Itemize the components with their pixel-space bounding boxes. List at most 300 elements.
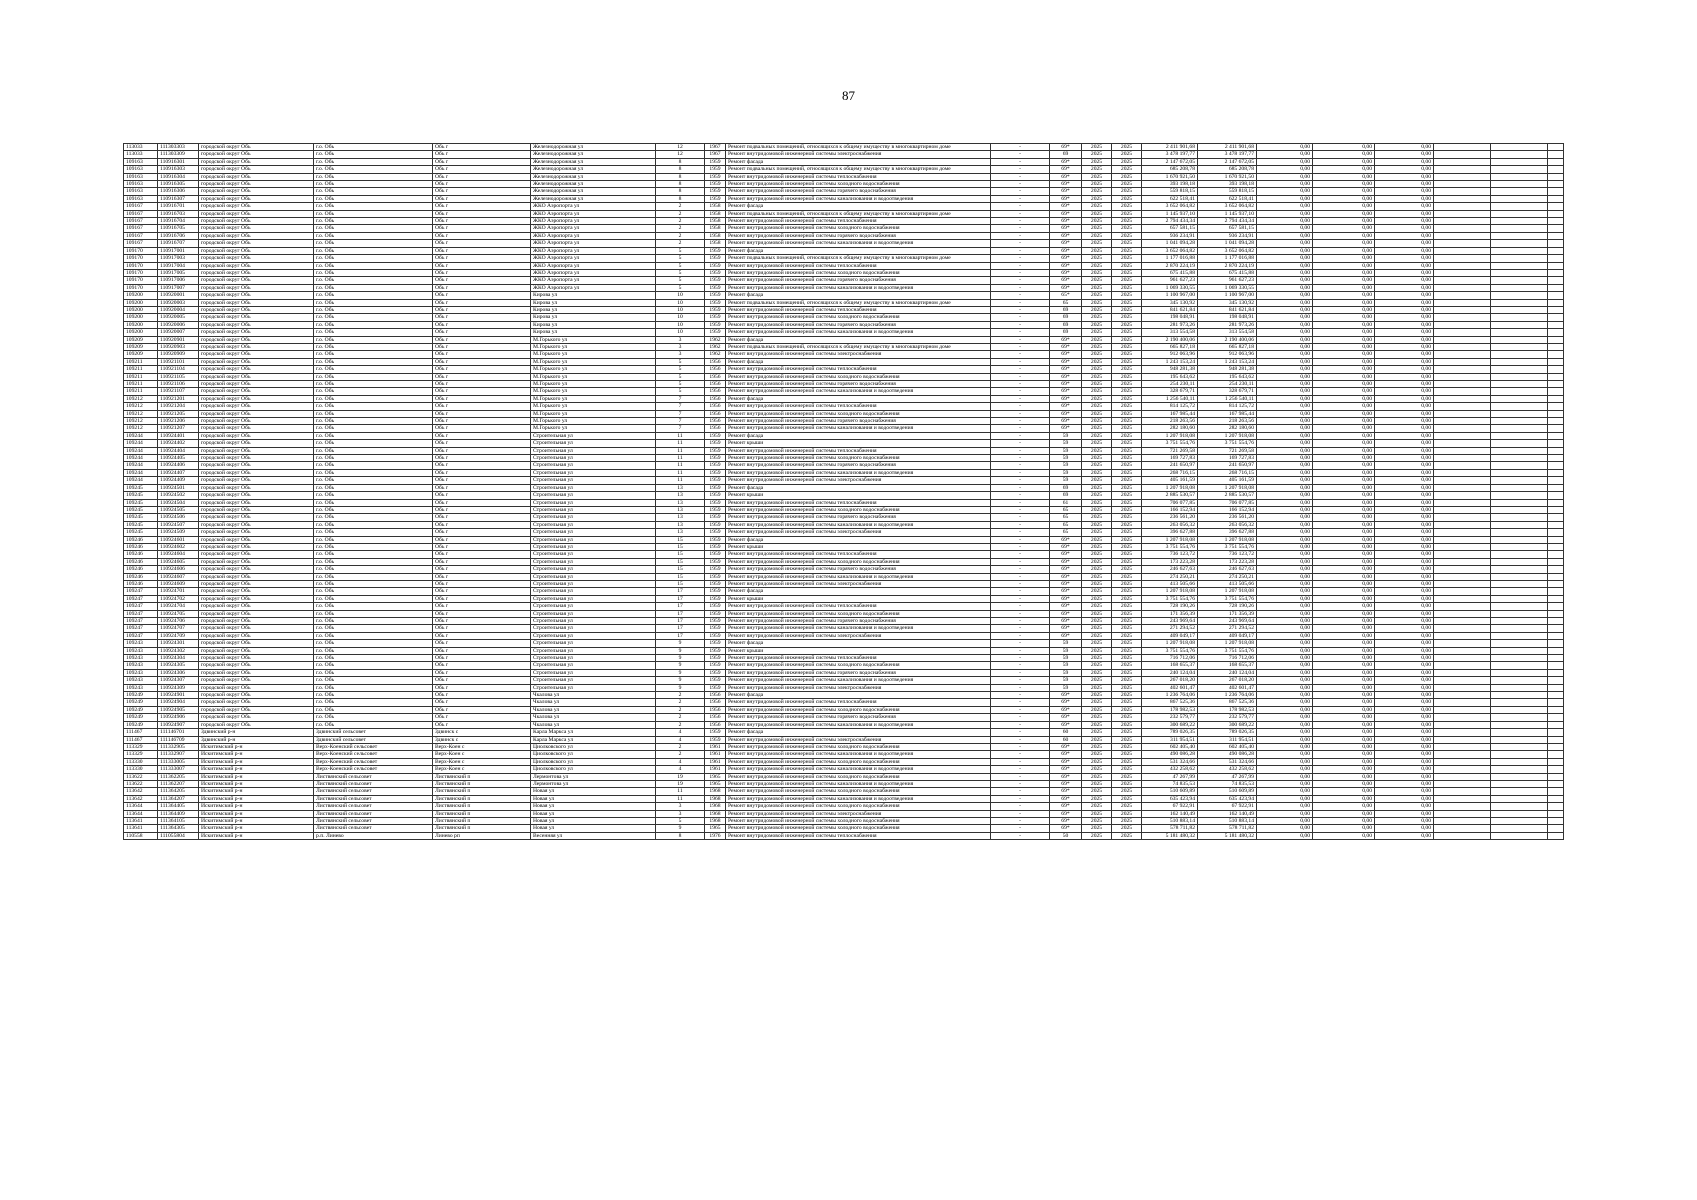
cell-extra-1 (1434, 506, 1491, 513)
cell-work-mark: - (991, 706, 1050, 713)
cell-locality: Листвянский п (433, 780, 531, 787)
cell-work-type: Ремонт внутридомовой инженерной системы канализования и водоотведения (726, 425, 991, 432)
cell-local-budget-cost: 0,00 (1313, 655, 1375, 662)
cell-plan-year-end: 2025 (1112, 618, 1142, 625)
cell-extra-3 (1548, 403, 1564, 410)
cell-work-type: Ремонт внутридомовой инженерной системы горячего водоснабжения (726, 418, 991, 425)
cell-wear-percent: 69* (1050, 810, 1082, 817)
cell-municipality: городской округ Обь (199, 269, 314, 276)
cell-budget-cost: 0,00 (1257, 551, 1313, 558)
cell-owners-cost: 0,00 (1375, 477, 1434, 484)
cell-fund-cost: 1 207 918,08 (1198, 484, 1257, 491)
cell-house-number: 8 (656, 166, 705, 173)
table-row (124, 543, 1564, 550)
cell-plan-year-end: 2025 (1112, 625, 1142, 632)
cell-locality: Обь г (433, 388, 531, 395)
cell-owners-cost: 0,00 (1375, 343, 1434, 350)
cell-work-type: Ремонт внутридомовой инженерной системы холодного водоснабжения (726, 788, 991, 795)
table-row (124, 358, 1564, 365)
cell-locality: Обь г (433, 588, 531, 595)
cell-locality: Обь г (433, 455, 531, 462)
cell-build-year: 1959 (705, 329, 726, 336)
cell-locality: Обь г (433, 432, 531, 439)
cell-extra-1 (1434, 247, 1491, 254)
cell-street: Строительная ул (531, 447, 656, 454)
cell-street: Строительная ул (531, 536, 656, 543)
cell-owners-cost: 0,00 (1375, 640, 1434, 647)
cell-municipality: городской округ Обь (199, 721, 314, 728)
cell-locality: Обь г (433, 662, 531, 669)
cell-extra-1 (1434, 255, 1491, 262)
cell-locality: Обь г (433, 558, 531, 565)
cell-extra-3 (1548, 314, 1564, 321)
cell-owners-cost: 0,00 (1375, 669, 1434, 676)
cell-municipality: Искитимский р-н (199, 795, 314, 802)
cell-extra-3 (1548, 669, 1564, 676)
cell-work-mark: - (991, 292, 1050, 299)
cell-municipality: городской округ Обь (199, 225, 314, 232)
cell-municipality: городской округ Обь (199, 373, 314, 380)
cell-extra-2 (1491, 795, 1548, 802)
cell-extra-1 (1434, 173, 1491, 180)
cell-fund-cost: 948 281,38 (1198, 366, 1257, 373)
table-row (124, 647, 1564, 654)
cell-local-budget-cost: 0,00 (1313, 618, 1375, 625)
cell-extra-3 (1548, 743, 1564, 750)
cell-street: М.Горького ул (531, 366, 656, 373)
table-row (124, 195, 1564, 202)
cell-work-mark: - (991, 314, 1050, 321)
cell-work-id: 111362205 (158, 773, 199, 780)
cell-extra-2 (1491, 158, 1548, 165)
cell-fund-cost: 490 086,28 (1198, 751, 1257, 758)
cell-house-id: 109246 (124, 580, 158, 587)
cell-municipality: городской округ Обь (199, 188, 314, 195)
cell-street: Циолковского ул (531, 743, 656, 750)
cell-plan-year-start: 2025 (1082, 514, 1112, 521)
cell-plan-year-end: 2025 (1112, 358, 1142, 365)
cell-work-id: 110924605 (158, 558, 199, 565)
cell-street: Строительная ул (531, 632, 656, 639)
cell-plan-year-start: 2025 (1082, 425, 1112, 432)
cell-work-id: 111364305 (158, 825, 199, 832)
cell-house-number: 4 (656, 729, 705, 736)
cell-settlement: г.о. Обь (314, 580, 433, 587)
cell-extra-1 (1434, 803, 1491, 810)
cell-work-mark: - (991, 255, 1050, 262)
cell-owners-cost: 0,00 (1375, 336, 1434, 343)
cell-build-year: 1959 (705, 677, 726, 684)
cell-house-id: 109167 (124, 232, 158, 239)
cell-work-type: Ремонт фасада (726, 203, 991, 210)
cell-house-number: 3 (656, 803, 705, 810)
cell-work-type: Ремонт внутридомовой инженерной системы канализования и водоотведения (726, 721, 991, 728)
cell-work-type: Ремонт внутридомовой инженерной системы холодного водоснабжения (726, 181, 991, 188)
cell-house-id: 109247 (124, 610, 158, 617)
cell-owners-cost: 0,00 (1375, 573, 1434, 580)
cell-settlement: г.о. Обь (314, 684, 433, 691)
cell-street: Строительная ул (531, 580, 656, 587)
cell-plan-year-end: 2025 (1112, 803, 1142, 810)
table-row (124, 166, 1564, 173)
cell-plan-year-start: 2025 (1082, 314, 1112, 321)
cell-budget-cost: 0,00 (1257, 714, 1313, 721)
cell-street: Кирова ул (531, 314, 656, 321)
cell-fund-cost: 311 954,51 (1198, 736, 1257, 743)
cell-plan-year-start: 2025 (1082, 292, 1112, 299)
cell-wear-percent: 69* (1050, 358, 1082, 365)
cell-owners-cost: 0,00 (1375, 218, 1434, 225)
cell-settlement: г.о. Обь (314, 447, 433, 454)
cell-local-budget-cost: 0,00 (1313, 188, 1375, 195)
cell-owners-cost: 0,00 (1375, 647, 1434, 654)
cell-budget-cost: 0,00 (1257, 381, 1313, 388)
cell-budget-cost: 0,00 (1257, 440, 1313, 447)
cell-work-type: Ремонт внутридомовой инженерной системы теплоснабжения (726, 218, 991, 225)
cell-settlement: Здвинский сельсовет (314, 736, 433, 743)
cell-budget-cost: 0,00 (1257, 432, 1313, 439)
cell-work-mark: - (991, 662, 1050, 669)
cell-extra-1 (1434, 262, 1491, 269)
cell-plan-year-end: 2025 (1112, 477, 1142, 484)
cell-settlement: г.о. Обь (314, 173, 433, 180)
cell-build-year: 1959 (705, 262, 726, 269)
cell-owners-cost: 0,00 (1375, 210, 1434, 217)
cell-local-budget-cost: 0,00 (1313, 692, 1375, 699)
cell-budget-cost: 0,00 (1257, 195, 1313, 202)
cell-work-id: 111332907 (158, 751, 199, 758)
cell-plan-year-start: 2025 (1082, 418, 1112, 425)
cell-fund-cost: 195 643,62 (1198, 373, 1257, 380)
cell-wear-percent: 59 (1050, 477, 1082, 484)
cell-work-mark: - (991, 595, 1050, 602)
cell-extra-1 (1434, 321, 1491, 328)
cell-fund-cost: 675 415,88 (1198, 269, 1257, 276)
cell-work-type: Ремонт внутридомовой инженерной системы канализования и водоотведения (726, 284, 991, 291)
cell-plan-year-end: 2025 (1112, 780, 1142, 787)
cell-local-budget-cost: 0,00 (1313, 144, 1375, 151)
cell-street: Чкалова ул (531, 699, 656, 706)
cell-owners-cost: 0,00 (1375, 751, 1434, 758)
table-row (124, 306, 1564, 313)
cell-work-type: Ремонт внутридомовой инженерной системы горячего водоснабжения (726, 188, 991, 195)
cell-budget-cost: 0,00 (1257, 640, 1313, 647)
cell-work-id: 111362207 (158, 780, 199, 787)
cell-work-id: 110920005 (158, 314, 199, 321)
cell-total-cost: 789 026,35 (1142, 729, 1198, 736)
cell-house-number: 5 (656, 269, 705, 276)
cell-extra-1 (1434, 329, 1491, 336)
cell-extra-3 (1548, 788, 1564, 795)
cell-budget-cost: 0,00 (1257, 529, 1313, 536)
cell-house-id: 109170 (124, 247, 158, 254)
cell-extra-2 (1491, 403, 1548, 410)
cell-house-id: 109200 (124, 292, 158, 299)
cell-plan-year-start: 2025 (1082, 758, 1112, 765)
cell-extra-2 (1491, 684, 1548, 691)
cell-house-number: 9 (656, 647, 705, 654)
cell-wear-percent: 59 (1050, 462, 1082, 469)
cell-total-cost: 1 670 921,50 (1142, 173, 1198, 180)
cell-owners-cost: 0,00 (1375, 425, 1434, 432)
cell-settlement: г.о. Обь (314, 247, 433, 254)
cell-house-id: 109247 (124, 595, 158, 602)
cell-locality: Верх-Коен с (433, 743, 531, 750)
cell-budget-cost: 0,00 (1257, 655, 1313, 662)
cell-house-number: 2 (656, 225, 705, 232)
cell-build-year: 1959 (705, 269, 726, 276)
cell-locality: Обь г (433, 351, 531, 358)
cell-wear-percent: 69* (1050, 373, 1082, 380)
cell-locality: Обь г (433, 181, 531, 188)
cell-work-mark: - (991, 803, 1050, 810)
cell-work-type: Ремонт фасада (726, 247, 991, 254)
cell-extra-2 (1491, 810, 1548, 817)
cell-plan-year-end: 2025 (1112, 144, 1142, 151)
cell-plan-year-end: 2025 (1112, 714, 1142, 721)
cell-house-number: 2 (656, 692, 705, 699)
cell-local-budget-cost: 0,00 (1313, 284, 1375, 291)
cell-plan-year-end: 2025 (1112, 255, 1142, 262)
cell-house-id: 109243 (124, 640, 158, 647)
cell-fund-cost: 405 161,59 (1198, 477, 1257, 484)
cell-wear-percent: 69* (1050, 403, 1082, 410)
cell-wear-percent: 69* (1050, 173, 1082, 180)
cell-owners-cost: 0,00 (1375, 358, 1434, 365)
cell-municipality: городской округ Обь (199, 329, 314, 336)
cell-build-year: 1965 (705, 825, 726, 832)
cell-municipality: городской округ Обь (199, 232, 314, 239)
cell-total-cost: 263 056,32 (1142, 521, 1198, 528)
cell-local-budget-cost: 0,00 (1313, 329, 1375, 336)
cell-locality: Обь г (433, 381, 531, 388)
cell-street: М.Горького ул (531, 358, 656, 365)
cell-locality: Обь г (433, 551, 531, 558)
cell-work-type: Ремонт крыши (726, 440, 991, 447)
table-row (124, 514, 1564, 521)
cell-locality: Обь г (433, 529, 531, 536)
cell-owners-cost: 0,00 (1375, 151, 1434, 158)
table-row (124, 447, 1564, 454)
cell-owners-cost: 0,00 (1375, 240, 1434, 247)
cell-house-number: 8 (656, 173, 705, 180)
cell-locality: Обь г (433, 366, 531, 373)
cell-house-id: 109163 (124, 195, 158, 202)
cell-locality: Обь г (433, 418, 531, 425)
cell-build-year: 1956 (705, 373, 726, 380)
cell-municipality: городской округ Обь (199, 144, 314, 151)
cell-municipality: городской округ Обь (199, 299, 314, 306)
cell-build-year: 1959 (705, 321, 726, 328)
cell-house-id: 109212 (124, 410, 158, 417)
cell-budget-cost: 0,00 (1257, 240, 1313, 247)
cell-municipality: городской округ Обь (199, 662, 314, 669)
cell-locality: Обь г (433, 469, 531, 476)
cell-house-number: 11 (656, 788, 705, 795)
cell-budget-cost: 0,00 (1257, 588, 1313, 595)
cell-extra-2 (1491, 203, 1548, 210)
cell-extra-2 (1491, 395, 1548, 402)
cell-work-mark: - (991, 655, 1050, 662)
table-row (124, 292, 1564, 299)
cell-total-cost: 218 263,56 (1142, 418, 1198, 425)
cell-extra-2 (1491, 692, 1548, 699)
cell-plan-year-end: 2025 (1112, 647, 1142, 654)
cell-local-budget-cost: 0,00 (1313, 514, 1375, 521)
cell-work-mark: - (991, 477, 1050, 484)
cell-budget-cost: 0,00 (1257, 469, 1313, 476)
cell-wear-percent: 69* (1050, 743, 1082, 750)
cell-extra-3 (1548, 366, 1564, 373)
cell-extra-3 (1548, 425, 1564, 432)
cell-house-id: 109170 (124, 277, 158, 284)
cell-municipality: городской округ Обь (199, 247, 314, 254)
cell-settlement: г.о. Обь (314, 210, 433, 217)
cell-house-id: 113033 (124, 151, 158, 158)
cell-extra-1 (1434, 284, 1491, 291)
cell-work-id: 110924407 (158, 469, 199, 476)
cell-house-number: 2 (656, 743, 705, 750)
cell-plan-year-end: 2025 (1112, 366, 1142, 373)
cell-municipality: городской округ Обь (199, 610, 314, 617)
cell-locality: Обь г (433, 514, 531, 521)
cell-settlement: г.о. Обь (314, 410, 433, 417)
cell-local-budget-cost: 0,00 (1313, 751, 1375, 758)
cell-extra-3 (1548, 232, 1564, 239)
cell-locality: Обь г (433, 580, 531, 587)
cell-locality: Листвянский п (433, 810, 531, 817)
cell-extra-1 (1434, 410, 1491, 417)
cell-work-type: Ремонт внутридомовой инженерной системы теплоснабжения (726, 306, 991, 313)
cell-house-number: 9 (656, 655, 705, 662)
cell-build-year: 1959 (705, 173, 726, 180)
cell-work-type: Ремонт внутридомовой инженерной системы канализования и водоотведения (726, 240, 991, 247)
cell-street: Железнодорожная ул (531, 158, 656, 165)
cell-extra-2 (1491, 381, 1548, 388)
cell-house-id: 113622 (124, 780, 158, 787)
cell-extra-2 (1491, 729, 1548, 736)
table-row (124, 743, 1564, 750)
cell-extra-1 (1434, 144, 1491, 151)
cell-work-type: Ремонт внутридомовой инженерной системы холодного водоснабжения (726, 269, 991, 276)
cell-owners-cost: 0,00 (1375, 225, 1434, 232)
cell-extra-3 (1548, 321, 1564, 328)
cell-local-budget-cost: 0,00 (1313, 292, 1375, 299)
cell-build-year: 1962 (705, 351, 726, 358)
cell-street: Чкалова ул (531, 706, 656, 713)
cell-total-cost: 3 751 554,76 (1142, 440, 1198, 447)
cell-settlement: г.о. Обь (314, 566, 433, 573)
cell-build-year: 1959 (705, 314, 726, 321)
cell-locality: Верх-Коен с (433, 758, 531, 765)
cell-local-budget-cost: 0,00 (1313, 366, 1375, 373)
table-row (124, 618, 1564, 625)
cell-plan-year-start: 2025 (1082, 455, 1112, 462)
cell-house-id: 109200 (124, 314, 158, 321)
cell-wear-percent: 69* (1050, 610, 1082, 617)
cell-extra-1 (1434, 610, 1491, 617)
cell-extra-3 (1548, 188, 1564, 195)
cell-settlement: г.о. Обь (314, 299, 433, 306)
cell-house-number: 5 (656, 381, 705, 388)
cell-fund-cost: 602 405,40 (1198, 743, 1257, 750)
cell-plan-year-end: 2025 (1112, 669, 1142, 676)
cell-plan-year-end: 2025 (1112, 188, 1142, 195)
cell-extra-1 (1434, 699, 1491, 706)
cell-work-type: Ремонт внутридомовой инженерной системы теплоснабжения (726, 832, 991, 839)
cell-local-budget-cost: 0,00 (1313, 640, 1375, 647)
cell-municipality: Искитимский р-н (199, 751, 314, 758)
cell-budget-cost: 0,00 (1257, 595, 1313, 602)
cell-extra-2 (1491, 469, 1548, 476)
cell-work-type: Ремонт внутридомовой инженерной системы горячего водоснабжения (726, 514, 991, 521)
cell-extra-3 (1548, 795, 1564, 802)
cell-build-year: 1956 (705, 366, 726, 373)
cell-fund-cost: 1 236 764,06 (1198, 692, 1257, 699)
cell-work-mark: - (991, 151, 1050, 158)
cell-fund-cost: 912 063,96 (1198, 351, 1257, 358)
cell-street: М.Горького ул (531, 343, 656, 350)
cell-work-mark: - (991, 455, 1050, 462)
cell-settlement: г.о. Обь (314, 403, 433, 410)
cell-owners-cost: 0,00 (1375, 780, 1434, 787)
cell-build-year: 1968 (705, 817, 726, 824)
cell-work-type: Ремонт внутридомовой инженерной системы горячего водоснабжения (726, 232, 991, 239)
cell-extra-2 (1491, 410, 1548, 417)
cell-locality: Обь г (433, 232, 531, 239)
cell-fund-cost: 166 152,94 (1198, 506, 1257, 513)
cell-extra-3 (1548, 195, 1564, 202)
cell-extra-3 (1548, 306, 1564, 313)
cell-plan-year-start: 2025 (1082, 358, 1112, 365)
cell-settlement: г.о. Обь (314, 455, 433, 462)
cell-locality: Листвянский п (433, 803, 531, 810)
cell-municipality: городской округ Обь (199, 625, 314, 632)
cell-house-id: 109163 (124, 166, 158, 173)
cell-extra-3 (1548, 144, 1564, 151)
cell-work-mark: - (991, 780, 1050, 787)
cell-extra-2 (1491, 655, 1548, 662)
cell-work-type: Ремонт внутридомовой инженерной системы горячего водоснабжения (726, 462, 991, 469)
cell-locality: Обь г (433, 336, 531, 343)
cell-house-id: 109170 (124, 255, 158, 262)
cell-plan-year-end: 2025 (1112, 543, 1142, 550)
cell-work-type: Ремонт подвальных помещений, относящихся к общему имуществу в многоквартирном доме (726, 299, 991, 306)
cell-owners-cost: 0,00 (1375, 314, 1434, 321)
cell-work-id: 110924705 (158, 610, 199, 617)
cell-build-year: 1959 (705, 603, 726, 610)
table-row (124, 455, 1564, 462)
cell-work-id: 110916707 (158, 240, 199, 247)
cell-work-mark: - (991, 492, 1050, 499)
cell-work-type: Ремонт фасада (726, 588, 991, 595)
cell-work-mark: - (991, 432, 1050, 439)
cell-local-budget-cost: 0,00 (1313, 158, 1375, 165)
cell-budget-cost: 0,00 (1257, 780, 1313, 787)
cell-budget-cost: 0,00 (1257, 810, 1313, 817)
table-row (124, 610, 1564, 617)
cell-extra-2 (1491, 610, 1548, 617)
cell-house-number: 15 (656, 543, 705, 550)
cell-owners-cost: 0,00 (1375, 232, 1434, 239)
cell-plan-year-start: 2025 (1082, 677, 1112, 684)
cell-house-number: 17 (656, 588, 705, 595)
cell-budget-cost: 0,00 (1257, 210, 1313, 217)
table-row (124, 240, 1564, 247)
cell-owners-cost: 0,00 (1375, 351, 1434, 358)
cell-owners-cost: 0,00 (1375, 366, 1434, 373)
cell-plan-year-end: 2025 (1112, 529, 1142, 536)
